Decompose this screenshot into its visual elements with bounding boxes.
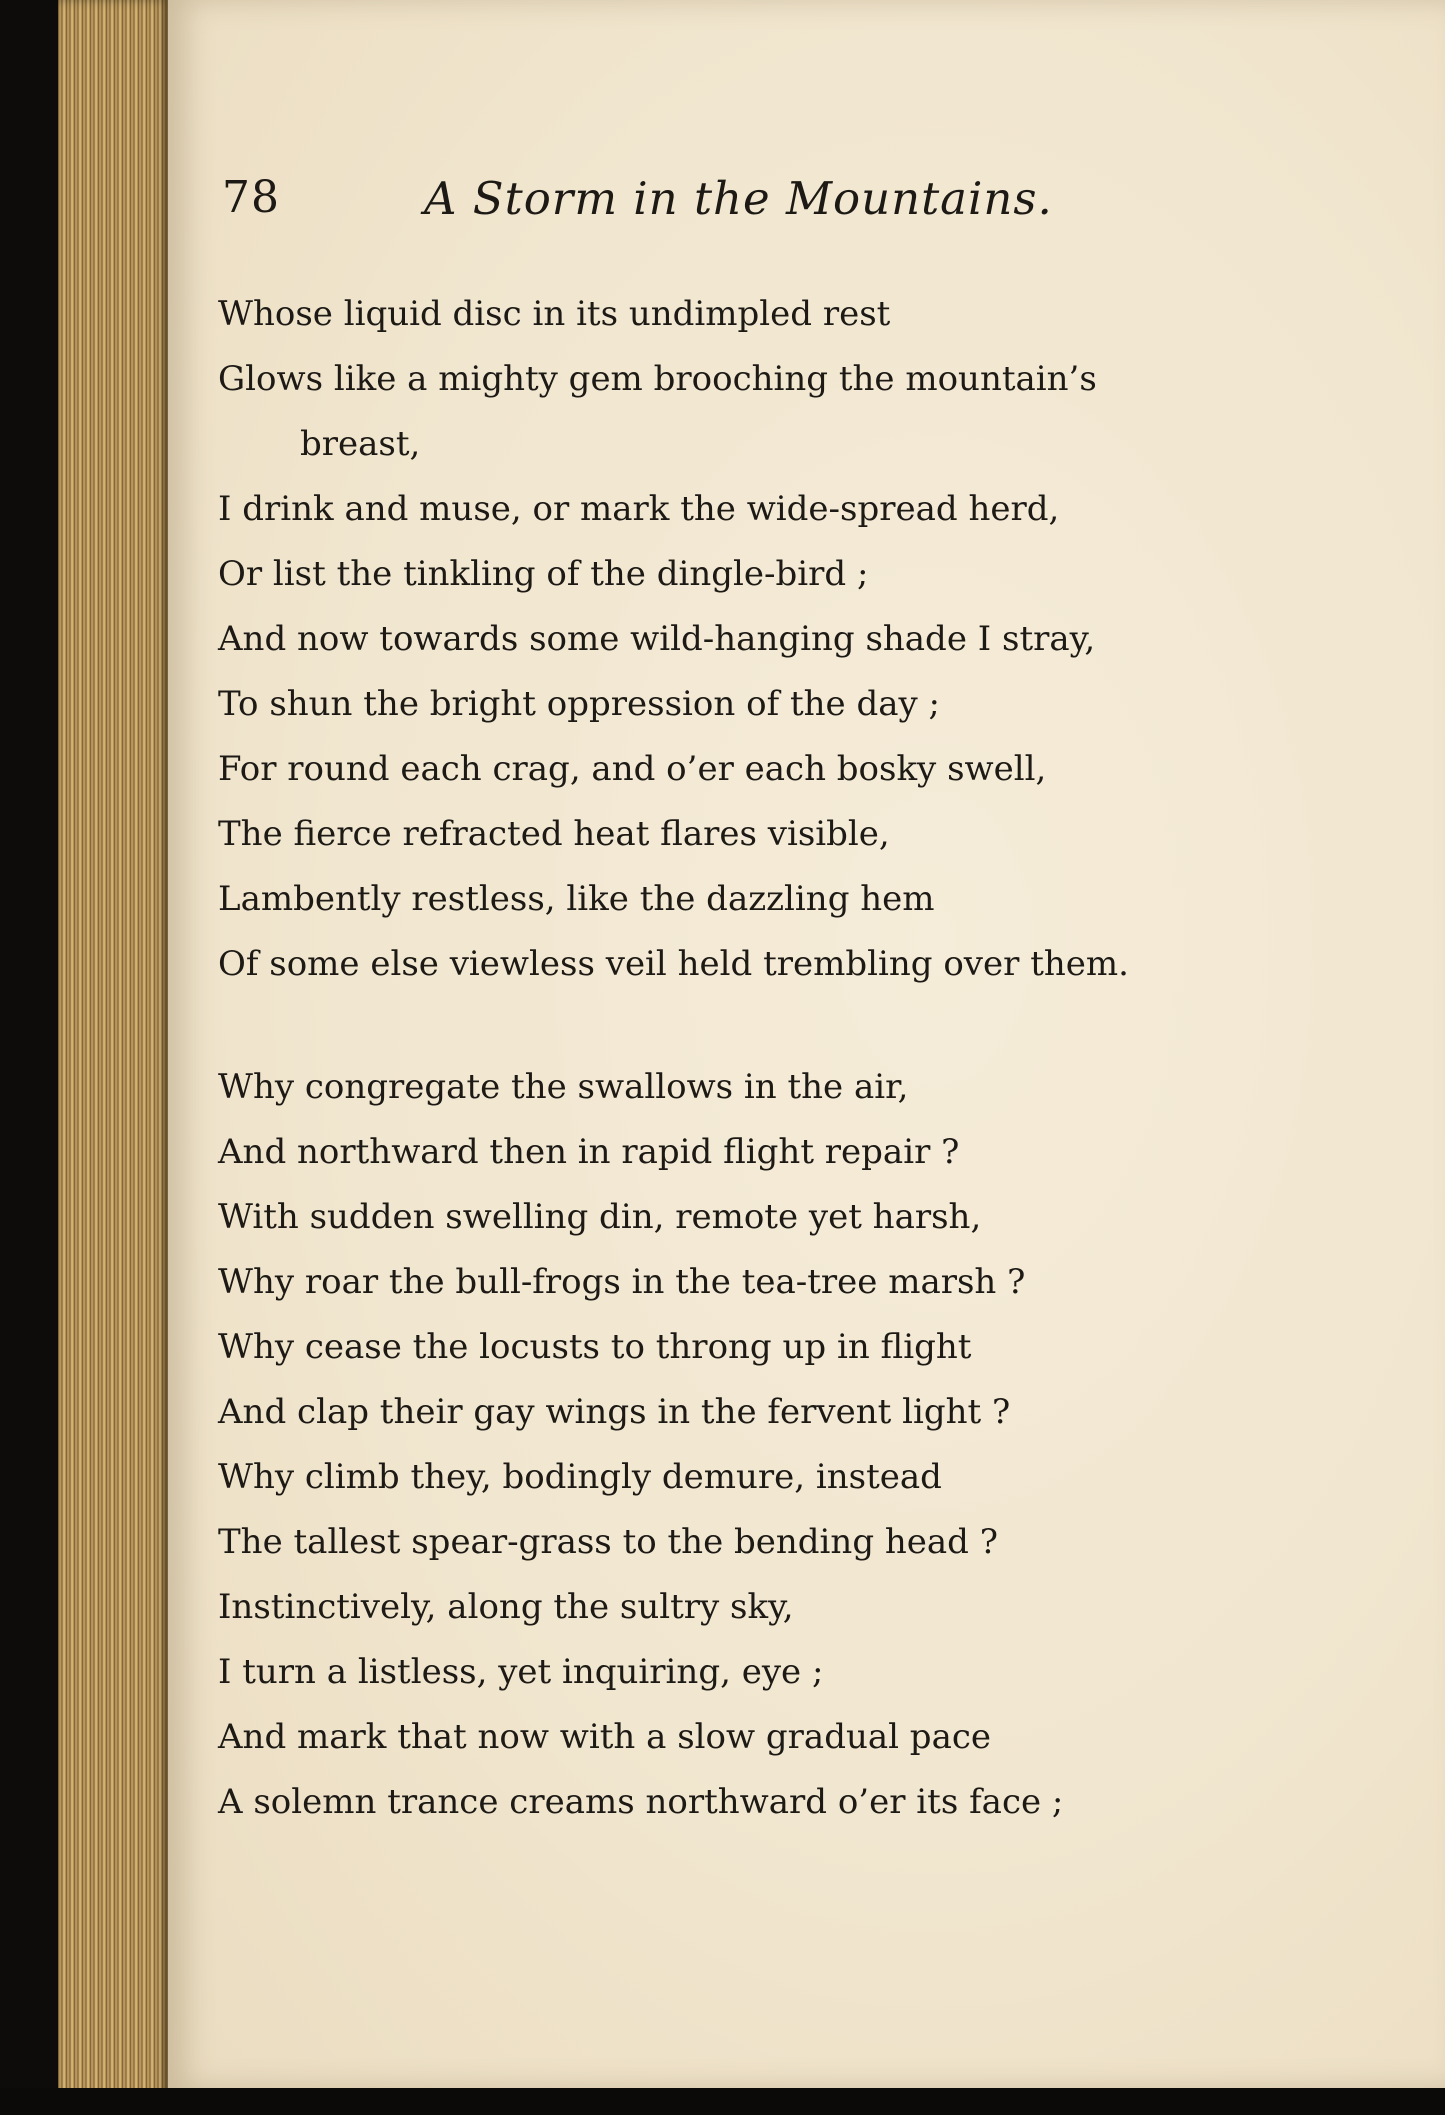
running-title: A Storm in the Mountains. bbox=[424, 172, 1053, 225]
verse-line: Why cease the locusts to throng up in flight bbox=[218, 1327, 972, 1367]
verse-line: With sudden swelling din, remote yet harsh, bbox=[218, 1197, 982, 1237]
stanza bbox=[218, 1055, 1258, 1835]
verse-line: Instinctively, along the sultry sky, bbox=[218, 1587, 794, 1627]
verse-line: I turn a listless, yet inquiring, eye ; bbox=[218, 1652, 824, 1692]
verse-line-continuation: breast, bbox=[300, 424, 421, 464]
page-number: 78 bbox=[222, 172, 280, 223]
verse-line: Glows like a mighty gem brooching the mountain’s bbox=[218, 359, 1097, 399]
verse-line: The fierce refracted heat flares visible, bbox=[218, 814, 890, 854]
verse-line: Why climb they, bodingly demure, instead bbox=[218, 1457, 942, 1497]
gilt-page-edges bbox=[58, 0, 170, 2100]
stanza-break bbox=[218, 997, 1258, 1055]
verse-line: The tallest spear-grass to the bending head ? bbox=[218, 1522, 998, 1562]
verse-line: For round each crag, and o’er each bosky swell, bbox=[218, 749, 1047, 789]
verse-line: And clap their gay wings in the fervent light ? bbox=[218, 1392, 1011, 1432]
verse-line: To shun the bright oppression of the day ; bbox=[218, 684, 940, 724]
verse-line: Or list the tinkling of the dingle-bird ; bbox=[218, 554, 869, 594]
verse-line: A solemn trance creams northward o’er its face ; bbox=[218, 1782, 1064, 1822]
verse-line: Why congregate the swallows in the air, bbox=[218, 1067, 909, 1107]
verse-line: And now towards some wild-hanging shade I stray, bbox=[218, 619, 1096, 659]
stanza bbox=[218, 282, 1258, 997]
scan-bottom-border bbox=[0, 2088, 1445, 2115]
verse-line: Whose liquid disc in its undimpled rest bbox=[218, 294, 891, 334]
poem-text bbox=[218, 282, 1258, 1835]
verse-line: And mark that now with a slow gradual pace bbox=[218, 1717, 992, 1757]
page-header bbox=[222, 172, 1182, 232]
verse-line: I drink and muse, or mark the wide-spread herd, bbox=[218, 489, 1060, 529]
verse-line: Why roar the bull-frogs in the tea-tree marsh ? bbox=[218, 1262, 1026, 1302]
verse-line: Lambently restless, like the dazzling hem bbox=[218, 879, 935, 919]
verse-line: Of some else viewless veil held trembling over them. bbox=[218, 944, 1129, 984]
verse-line: And northward then in rapid flight repair ? bbox=[218, 1132, 960, 1172]
